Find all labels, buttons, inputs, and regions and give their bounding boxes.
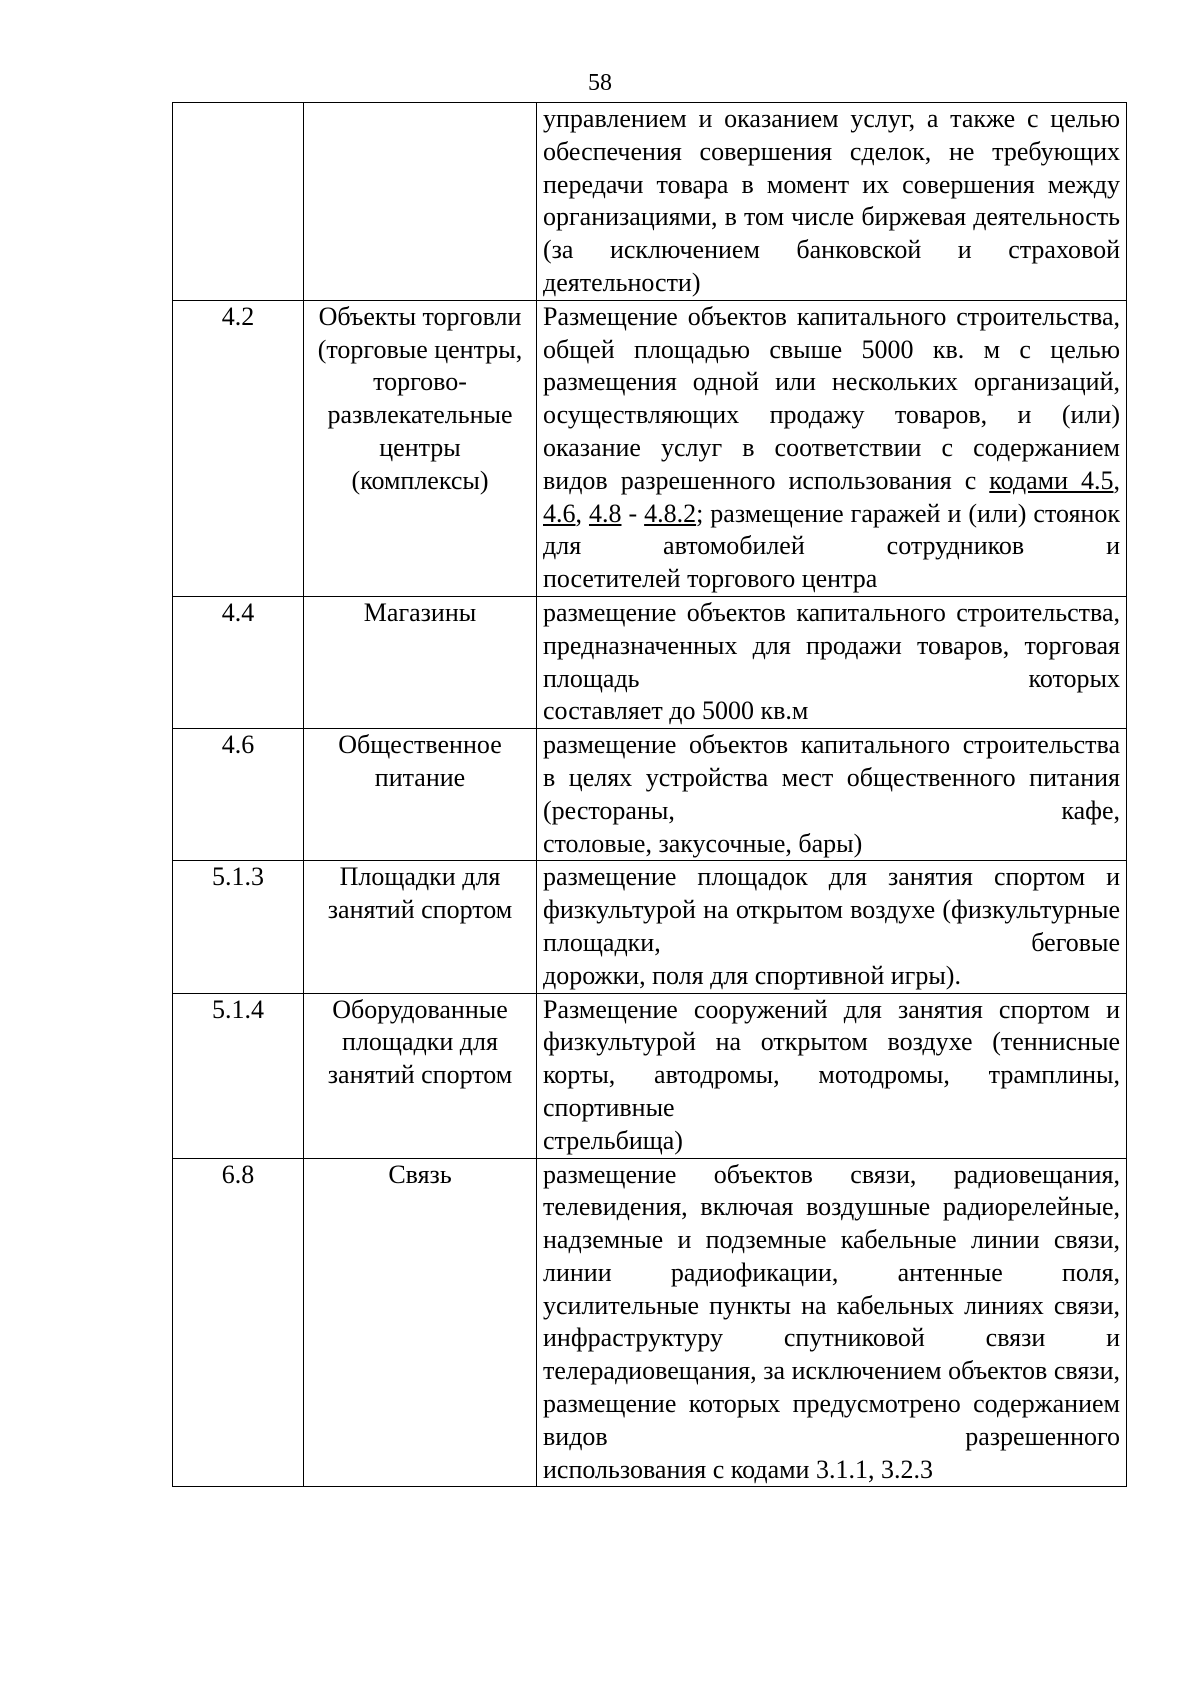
description-last-line: столовые, закусочные, бары) <box>543 828 863 858</box>
land-use-table <box>172 102 1127 1487</box>
code-cell: 5.1.3 <box>173 861 304 993</box>
description-cell <box>537 300 1127 596</box>
table-row <box>173 993 1127 1158</box>
name-cell: Магазины <box>304 596 537 728</box>
name-cell <box>304 103 537 301</box>
code-link[interactable]: 4.8 <box>588 498 622 528</box>
table-row <box>173 596 1127 728</box>
description-text: управлением и оказанием услуг, а также с целью обеспечения совершения сделок, не требующих передачи товара в момент их совершения между организациями, в том числе биржевая деятельность (за исключением банковской и страховой <box>543 104 1120 265</box>
description-text: размещение объектов капитального строительства в целях устройства мест общественного питания (рестораны, кафе, <box>543 730 1120 825</box>
table-row <box>173 729 1127 861</box>
code-cell: 4.4 <box>173 596 304 728</box>
description-last-line: составляет до 5000 кв.м <box>543 696 809 726</box>
code-cell: 6.8 <box>173 1158 304 1487</box>
description-text: Размещение сооружений для занятия спортом и физкультурой на открытом воздухе (теннисные корты, автодромы, мотодромы, трамплины, спортивные <box>543 994 1120 1122</box>
description-last-line: использования с кодами 3.1.1, 3.2.3 <box>543 1454 933 1484</box>
description-text: размещение объектов связи, радиовещания, телевидения, включая воздушные радиорелейные, надземные и подземные кабельные линии связи, линии радиофикации, антенные поля, усилительные пункты на кабельных линиях связи, инфраструктуру спутниковой связи и телерадиовещания, за исключением объектов связи, размещение которых предусмотрено содержанием видов разрешенного <box>543 1159 1120 1451</box>
separator: , <box>1113 465 1120 495</box>
description-cell <box>537 861 1127 993</box>
code-cell: 4.2 <box>173 300 304 596</box>
description-cell <box>537 1158 1127 1487</box>
description-cell <box>537 729 1127 861</box>
table-row <box>173 103 1127 301</box>
code-cell: 5.1.4 <box>173 993 304 1158</box>
page-number: 58 <box>588 70 612 96</box>
name-cell: Объекты торговли (торговые центры, торгово-развлекательные центры (комплексы) <box>304 300 537 596</box>
separator: , <box>575 498 589 528</box>
code-link[interactable]: кодами 4.5 <box>989 465 1114 495</box>
code-cell: 4.6 <box>173 729 304 861</box>
name-cell: Оборудованные площадки для занятий спортом <box>304 993 537 1158</box>
code-link[interactable]: 4.6 <box>543 498 576 528</box>
description-text: ; размещение гаражей и (или) стоянок для автомобилей сотрудников и <box>543 498 1121 561</box>
description-last-line: дорожки, поля для спортивной игры). <box>543 960 961 990</box>
description-cell <box>537 596 1127 728</box>
description-text: размещение объектов капитального строительства, предназначенных для продажи товаров, торговая площадь которых <box>543 597 1120 693</box>
name-cell: Общественное питание <box>304 729 537 861</box>
description-last-line: деятельности) <box>543 267 701 297</box>
name-cell: Связь <box>304 1158 537 1487</box>
code-link[interactable]: 4.8.2 <box>644 498 697 528</box>
table-row <box>173 300 1127 596</box>
table-row <box>173 1158 1127 1487</box>
description-last-line: посетителей торгового центра <box>543 564 878 594</box>
description-cell <box>537 993 1127 1158</box>
table-row <box>173 861 1127 993</box>
code-cell <box>173 103 304 301</box>
description-last-line: стрельбища) <box>543 1125 683 1155</box>
description-cell <box>537 103 1127 301</box>
description-text: Размещение объектов капитального строительства, общей площадью свыше 5000 кв. м с целью размещения одной или нескольких организаций, осуществляющих продажу товаров, и (или) оказание услуг в соответствии с содержанием видов разрешенного использования с <box>543 301 1120 495</box>
description-text: размещение площадок для занятия спортом и физкультурой на открытом воздухе (физкультурные площадки, беговые <box>543 862 1120 957</box>
separator: - <box>621 498 645 528</box>
name-cell: Площадки для занятий спортом <box>304 861 537 993</box>
